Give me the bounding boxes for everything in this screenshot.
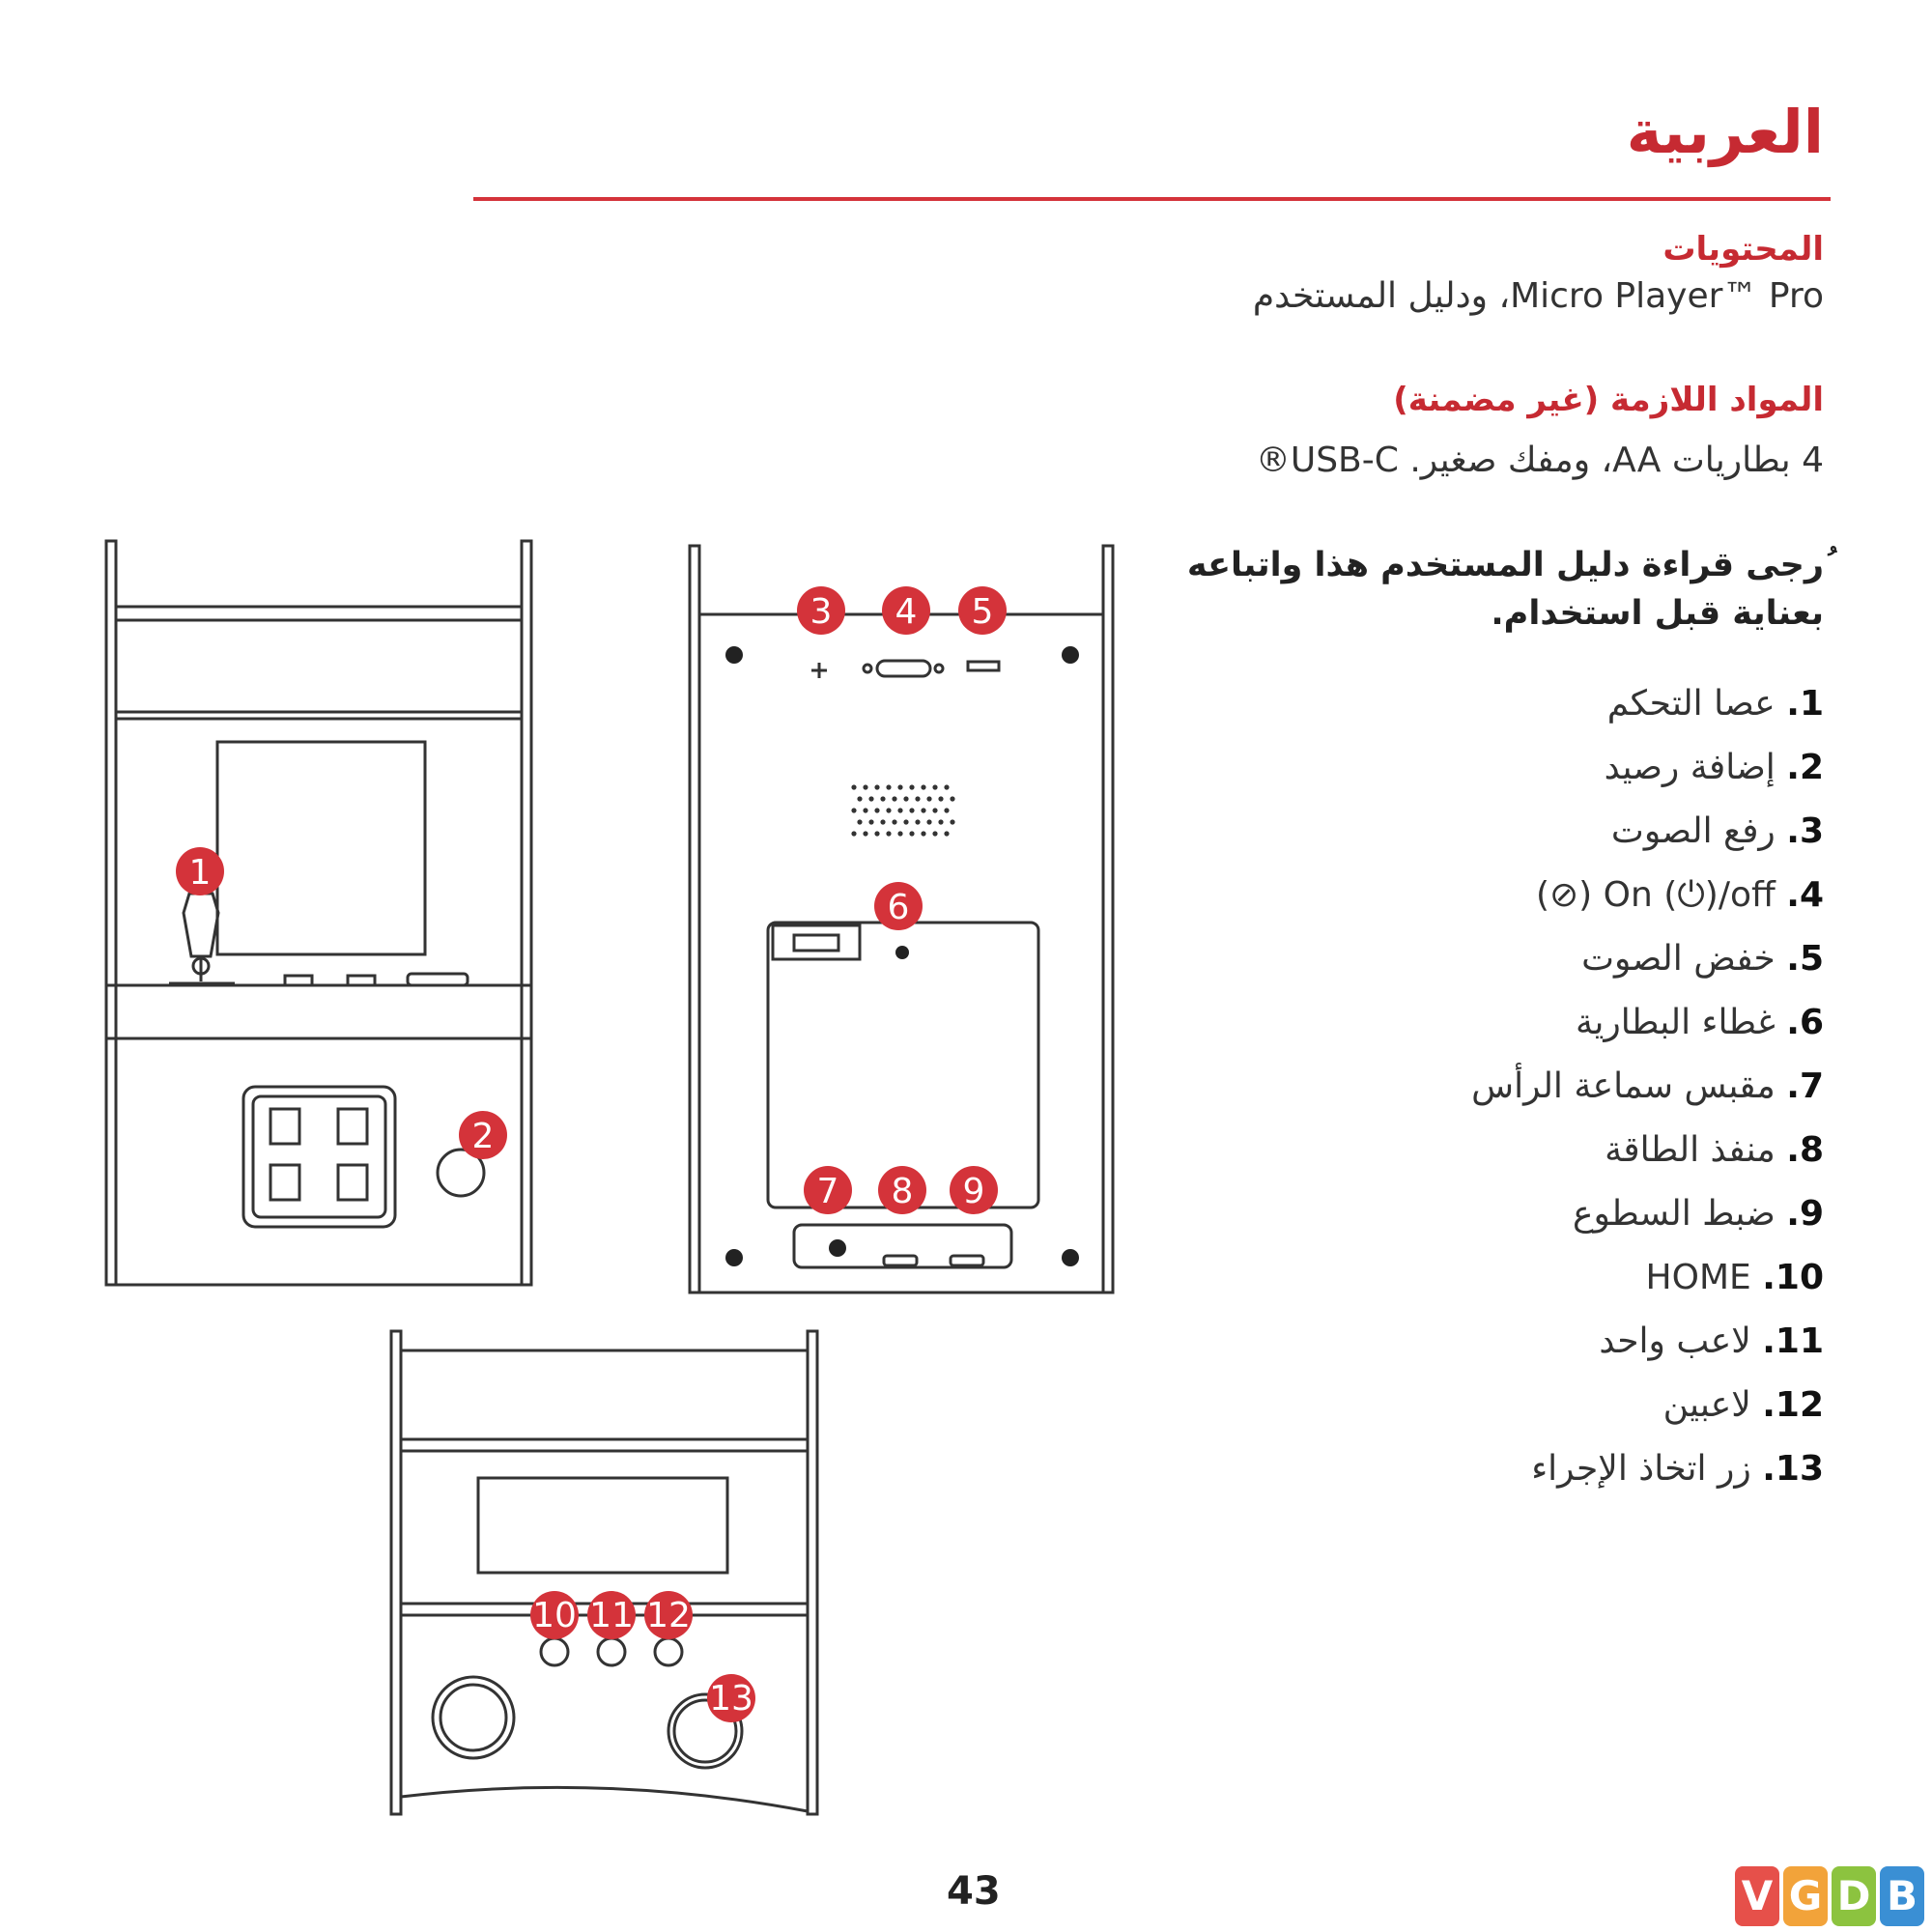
part-item: 2. إضافة رصيد — [1604, 748, 1824, 787]
callout-12 — [644, 1591, 693, 1639]
front-view-diagram — [106, 541, 531, 1285]
page-number: 43 — [947, 1869, 1001, 1914]
svg-text:6: 6 — [887, 888, 910, 927]
contents-heading: المحتويات — [1662, 230, 1824, 269]
part-item: 7. مقبس سماعة الرأس — [1471, 1066, 1824, 1106]
part-item: 5. خفض الصوت — [1581, 939, 1824, 979]
svg-text:13: 13 — [709, 1679, 753, 1719]
part-item: 8. منفذ الطاقة — [1605, 1130, 1824, 1170]
part-item: 6. غطاء البطارية — [1576, 1003, 1824, 1042]
svg-text:7: 7 — [816, 1172, 839, 1211]
callout-badges — [176, 586, 1007, 1722]
svg-text:3: 3 — [810, 592, 833, 632]
part-item: 12. لاعبين — [1662, 1385, 1824, 1425]
svg-text:8: 8 — [891, 1172, 914, 1211]
svg-text:1: 1 — [188, 853, 212, 893]
callout-13 — [707, 1674, 755, 1722]
callout-11 — [587, 1591, 636, 1639]
svg-text:11: 11 — [589, 1596, 634, 1635]
required-materials-heading: المواد اللازمة (غير مضمنة) — [1393, 381, 1824, 419]
callout-9 — [950, 1166, 998, 1214]
callout-3 — [797, 586, 845, 635]
svg-text:12: 12 — [646, 1596, 691, 1635]
part-item: 1. عصا التحكم — [1606, 684, 1824, 724]
part-item: 10. HOME — [1645, 1258, 1824, 1297]
part-item: 3. رفع الصوت — [1610, 811, 1824, 851]
required-materials-text: 4 بطاريات AA، ومفك صغير. USB-C® — [1255, 440, 1824, 480]
svg-text:4: 4 — [895, 592, 918, 632]
language-heading: العربية — [1626, 97, 1824, 167]
callout-4 — [882, 586, 930, 635]
svg-text:9: 9 — [962, 1172, 985, 1211]
contents-text: Micro Player™ Pro، ودليل المستخدم — [1252, 276, 1824, 316]
speaker-grille — [851, 784, 954, 836]
part-item: 13. زر اتخاذ الإجراء — [1531, 1449, 1824, 1489]
svg-text:5: 5 — [971, 592, 994, 632]
intro-text: ُرجى قراءة دليل المستخدم هذا واتباعه بعناية قبل استخدام. — [1186, 546, 1824, 633]
callout-10 — [530, 1591, 579, 1639]
part-item: 4. On (⏻)/off (⦸) — [1535, 875, 1824, 915]
top-view-diagram — [391, 1331, 817, 1814]
svg-text:10: 10 — [532, 1596, 577, 1635]
part-item: 11. لاعب واحد — [1599, 1321, 1824, 1361]
callout-2 — [459, 1111, 507, 1159]
callout-6 — [874, 882, 923, 930]
callout-1 — [176, 847, 224, 895]
callout-7 — [804, 1166, 852, 1214]
callout-8 — [878, 1166, 926, 1214]
callout-5 — [958, 586, 1007, 635]
part-item: 9. ضبط السطوع — [1573, 1194, 1824, 1234]
svg-text:2: 2 — [471, 1117, 495, 1156]
vgdb-watermark-logo: V G D B — [1735, 1866, 1924, 1926]
